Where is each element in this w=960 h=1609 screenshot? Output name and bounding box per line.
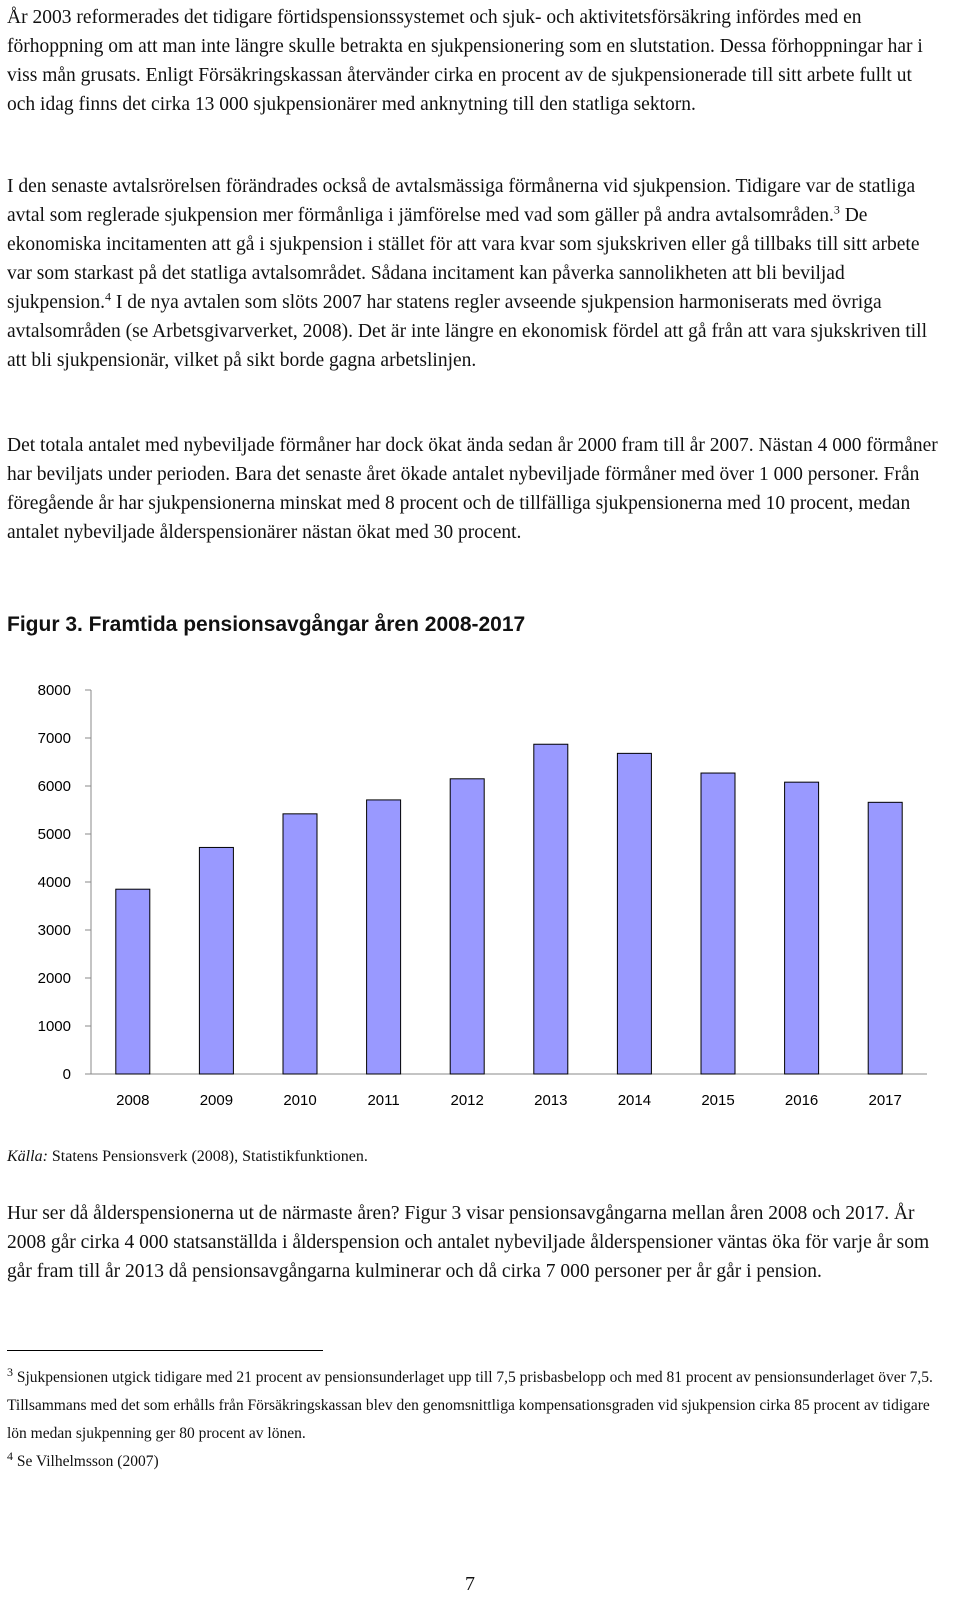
footnote-4-number: 4: [7, 1448, 13, 1463]
x-tick-label-2012: 2012: [450, 1092, 484, 1109]
paragraph-3: Det totala antalet med nybeviljade förmåner har dock ökat ända sedan år 2000 fram till år 2007. Nästan 4 000 förmåner har beviljats under perioden. Bara det senaste året ökade antalet nybeviljade förmåner med över 1 000 personer. Från föregående år har sjukpensionerna minskat med 8 procent och de tillfälliga sjukpensionerna med 10 procent, medan antalet nybeviljade ålderspensionärer nästan ökat med 30 procent.: [7, 435, 938, 543]
footnote-4: [7, 1448, 942, 1476]
figure-title: Figur 3. Framtida pensionsavgångar åren 2008-2017: [7, 613, 526, 636]
page-number: 7: [465, 1573, 475, 1595]
bar-2008: [116, 889, 150, 1074]
x-tick-label-2008: 2008: [116, 1092, 150, 1109]
source-label: Källa:: [7, 1148, 48, 1165]
x-tick-label-2009: 2009: [199, 1092, 234, 1109]
y-tick-label: 7000: [37, 730, 71, 747]
paragraph-2-part-a: I den senaste avtalsrörelsen förändrades också de avtalsmässiga förmånerna vid sjukpension. Tidigare var de statliga avtal som reglerade sjukpension mer förmånliga i jämförelse med vad som gäller på andra avtalsområden.: [7, 176, 916, 226]
footnote-3-text: Sjukpensionen utgick tidigare med 21 procent av pensionsunderlaget upp till 7,5 prisbasbelopp och med 81 procent av pensionsunderlaget över 7,5. Tillsammans med det som erhålls från Försäkringskassan blev den genomsnittliga kompensationsgraden vid sjukpension cirka 85 procent av tidigare lön medan sjukpenning ger 80 procent av lönen.: [7, 1369, 933, 1442]
footnote-3: [7, 1364, 942, 1448]
footnote-3-number: 3: [7, 1364, 13, 1379]
bar-2012: [450, 779, 484, 1074]
y-tick-label: 6000: [37, 778, 71, 795]
x-label-group: [116, 1092, 902, 1109]
figure-source: [7, 1148, 368, 1166]
footnotes: [7, 1364, 942, 1476]
y-tick-group: [38, 682, 91, 1083]
y-tick-label: 3000: [37, 922, 71, 939]
x-tick-label-2010: 2010: [283, 1092, 317, 1109]
footnote-ref-4: 4: [105, 289, 112, 304]
y-tick-label: 8000: [37, 682, 71, 699]
bar-2015: [701, 773, 735, 1074]
x-tick-label-2017: 2017: [868, 1092, 902, 1109]
bar-chart: [7, 670, 947, 1130]
bar-group: [116, 744, 902, 1074]
x-tick-label-2015: 2015: [701, 1092, 735, 1109]
bar-2014: [617, 753, 651, 1074]
y-tick-label: 4000: [37, 874, 71, 891]
x-tick-label-2016: 2016: [784, 1092, 819, 1109]
paragraph-2-part-c: I de nya avtalen som slöts 2007 har statens regler avseende sjukpension harmoniserats med övriga avtalsområden (se Arbetsgivarverket, 2008). Det är inte längre en ekonomisk fördel att gå från att vara sjukskriven till att bli sjukpensionär, vilket på sikt borde gagna arbetslinjen.: [7, 292, 927, 371]
source-text: Statens Pensionsverk (2008), Statistikfunktionen.: [47, 1148, 368, 1165]
x-tick-label-2014: 2014: [617, 1092, 652, 1109]
y-tick-label: 2000: [37, 970, 71, 987]
footnote-ref-3: 3: [833, 202, 840, 217]
paragraph-1: År 2003 reformerades det tidigare förtidspensionssystemet och sjuk- och aktivitetsförsäkring infördes med en förhoppning om att man inte längre skulle betrakta en sjukpensionering som en slutstation. Dessa förhoppningar har i viss mån grusats. Enligt Försäkringskassan återvänder cirka en procent av de sjukpensionerade till sitt arbete fullt ut och idag finns det cirka 13 000 sjukpensionärer med anknytning till den statliga sektorn.: [7, 7, 923, 115]
bar-2010: [283, 814, 317, 1074]
y-tick-label: 1000: [37, 1018, 71, 1035]
x-tick-label-2013: 2013: [534, 1092, 568, 1109]
y-tick-label: 5000: [37, 826, 71, 843]
x-tick-label-2011: 2011: [367, 1092, 400, 1109]
bar-2013: [534, 744, 568, 1074]
paragraph-4: Hur ser då ålderspensionerna ut de närmaste åren? Figur 3 visar pensionsavgångarna mellan åren 2008 och 2017. År 2008 går cirka 4 000 statsanställda i ålderspension och antalet nybeviljade ålderspensioner väntas öka för varje år som går fram till år 2013 då pensionsavgångarna kulminerar och då cirka 7 000 personer per år går i pension.: [7, 1203, 930, 1282]
footnote-4-text: Se Vilhelmsson (2007): [13, 1453, 159, 1470]
bar-2017: [868, 802, 902, 1074]
bar-2011: [367, 800, 401, 1074]
paragraph-2-part-b: De ekonomiska incitamenten att gå i sjukpension i stället för att vara kvar som sjukskriven eller gå tillbaks till sitt arbete var som starkast på det statliga avtalsområdet. Sådana incitament kan påverka sannolikheten att bli beviljad sjukpension.: [7, 205, 920, 313]
bar-2016: [785, 782, 819, 1074]
bar-2009: [199, 847, 233, 1074]
y-tick-label: 0: [62, 1066, 71, 1083]
footnote-divider: [7, 1350, 323, 1351]
paragraph-2: [7, 172, 942, 375]
